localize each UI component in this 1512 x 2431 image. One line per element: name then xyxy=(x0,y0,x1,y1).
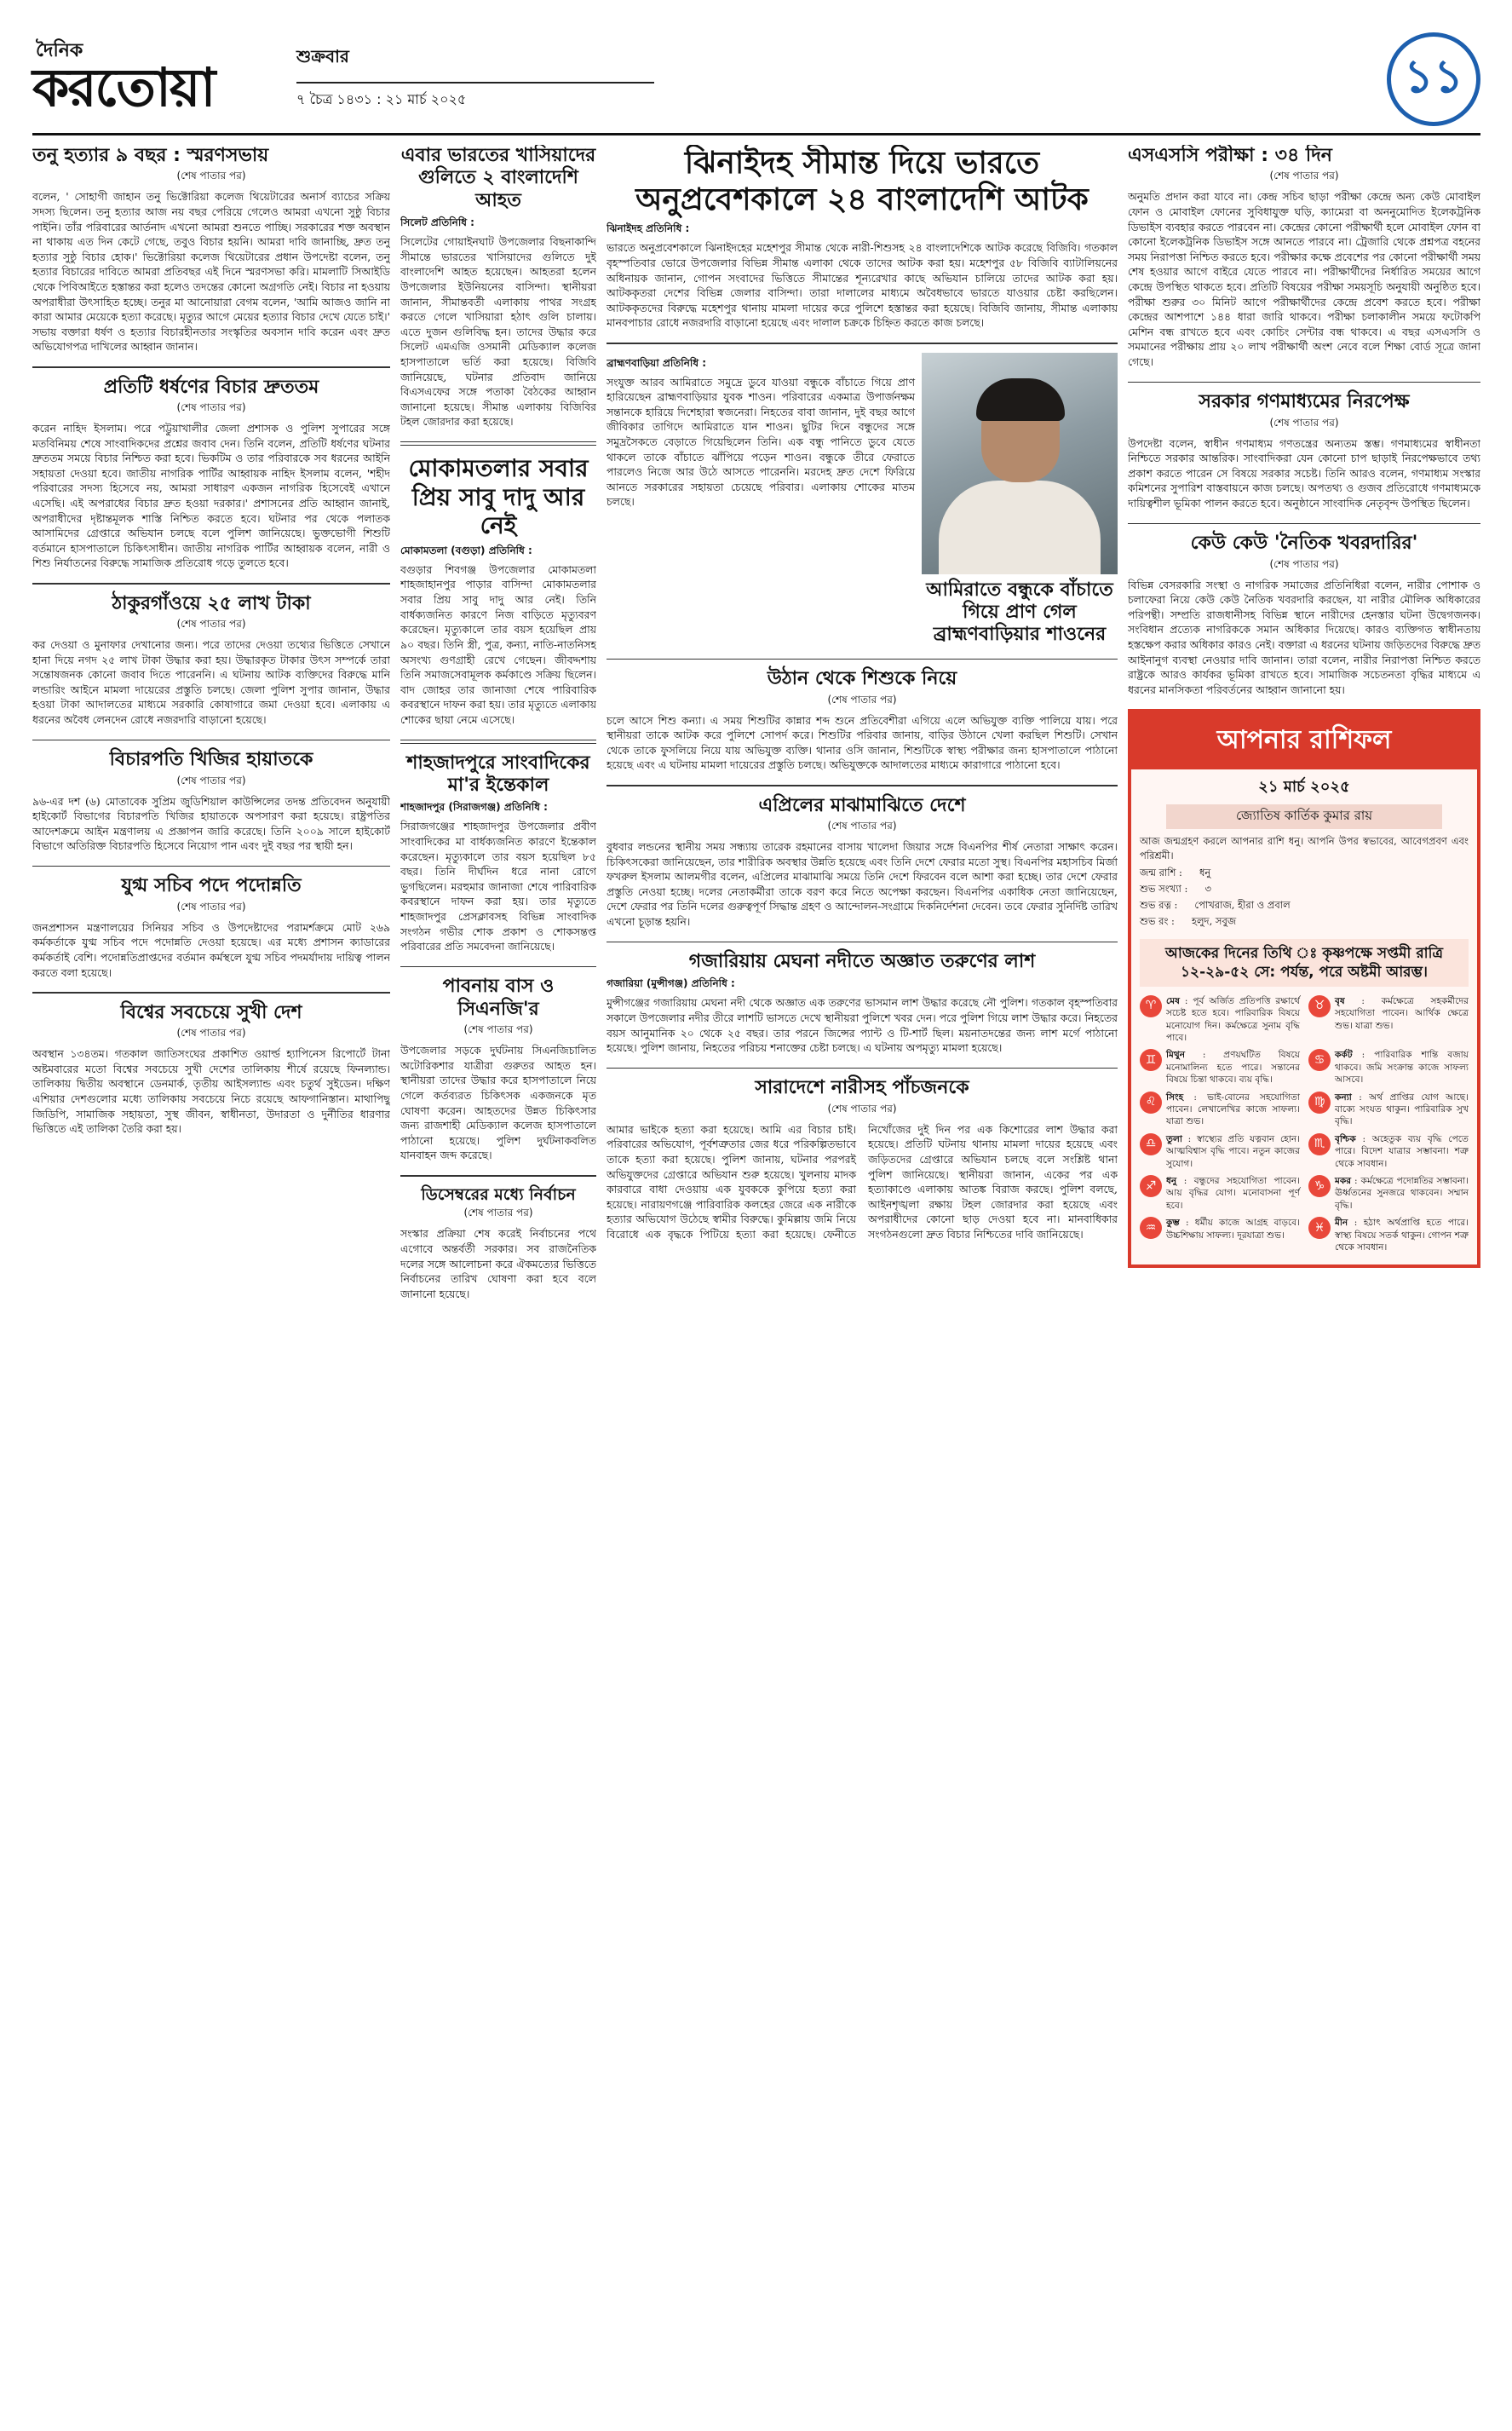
article-body: ৯৬-এর দশ (৬) মোতাবেক সুপ্রিম জুডিশিয়াল কাউন্সিলের তদন্ত প্রতিবেদন অনুযায়ী হাইকোর্ট বিভাগের বিচারপতি খিজির হায়াতকে অপসারণ করা হয়েছে। রাষ্ট্রপতির আদেশক্রমে আইন মন্ত্রণালয় এ প্রজ্ঞাপন জারি করেছে। তিনি ২০০৯ সালে হাইকোর্ট বিভাগে অতিরিক্ত বিচারপতি হিসেবে নিয়োগ পান এবং দুই বছর পর স্থায়ী হন। xyxy=(32,794,390,853)
zodiac-separator: : xyxy=(1351,1092,1370,1103)
zodiac-icon: ♏ xyxy=(1308,1133,1331,1155)
info-value: হলুদ, সবুজ xyxy=(1191,914,1237,927)
zodiac-icon: ♒ xyxy=(1140,1217,1162,1239)
info-key: শুভ রত্ন : xyxy=(1140,898,1178,911)
divider xyxy=(1128,382,1480,383)
info-key: জন্ম রাশি : xyxy=(1140,866,1182,879)
article-headline: তনু হত্যার ৯ বছর : স্মরণসভায় xyxy=(32,145,269,166)
info-value: ৩ xyxy=(1204,882,1211,895)
zodiac-separator: : xyxy=(1185,1050,1224,1061)
photo-hair-shape xyxy=(976,378,1065,421)
article-headline: কেউ কেউ 'নৈতিক খবরদারির' xyxy=(1190,533,1418,555)
page-number-badge: ১১ xyxy=(1387,32,1480,126)
zodiac-text xyxy=(1166,1175,1300,1212)
horoscope-intro: আজ জন্মগ্রহণ করলে আপনার রাশি ধনু। আপনি উপর স্বভাবের, আবেগপ্রবণ এবং পরিশ্রমী। xyxy=(1140,835,1469,861)
article-journalist-mother xyxy=(400,752,596,954)
article-text-area xyxy=(607,353,915,647)
article-thakurgaon-money xyxy=(32,593,390,728)
zodiac-separator: : xyxy=(1183,1092,1208,1103)
article-pabna-accident xyxy=(400,976,596,1163)
article-headline: গজারিয়ায় মেঘনা নদীতে অজ্ঞাত তরুণের লাশ xyxy=(688,951,1036,973)
divider xyxy=(400,441,596,446)
horoscope-info-row xyxy=(1140,882,1469,898)
horoscope-info-table xyxy=(1131,862,1477,934)
zodiac-sign-item xyxy=(1140,1049,1300,1086)
article-body: চলে আসে শিশু কন্যা। এ সময় শিশুটির কান্নার শব্দ শুনে প্রতিবেশীরা এগিয়ে এলে অভিযুক্ত ব্যক্তি পালিয়ে যায়। পরে স্থানীয়রা তাকে আটক করে পুলিশে সোপর্দ করে। শিশুটির পরিবার জানায়, বাড়ির উঠানে খেলা করছিল শিশুটি। সেখান থেকে তাকে ফুসলিয়ে নিয়ে যায় অভিযুক্ত ব্যক্তি। থানার ওসি জানান, শিশুটিকে স্বাস্থ্য পরীক্ষার জন্য হাসপাতালে পাঠানো হয়েছে এবং এ ঘটনায় মামলা দায়েরের প্রস্তুতি চলছে। অভিযুক্তকে আদালতের মাধ্যমে কারাগারে পাঠানো হবে। xyxy=(607,713,1118,772)
zodiac-sign-item xyxy=(1140,995,1300,1045)
zodiac-text xyxy=(1335,1217,1469,1253)
divider xyxy=(32,740,390,741)
article-december-election xyxy=(400,1185,596,1302)
divider xyxy=(400,740,596,744)
horoscope-box xyxy=(1128,709,1480,1267)
zodiac-separator: : xyxy=(1344,995,1382,1006)
article-headline: মোকামতলার সবার প্রিয় সাবু দাদু আর নেই xyxy=(408,454,589,540)
article-byline: সিলেট প্রতিনিধি : xyxy=(400,216,474,229)
article-headline: সরকার গণমাধ্যমের নিরপেক্ষ xyxy=(1199,391,1410,413)
continuation-note: (শেষ পাতার পর) xyxy=(463,1023,533,1036)
article-jhenaidah-border xyxy=(607,145,1118,331)
continuation-note: (শেষ পাতার পর) xyxy=(1269,416,1339,429)
zodiac-icon: ♋ xyxy=(1308,1049,1331,1071)
zodiac-separator: : xyxy=(1351,1176,1361,1187)
zodiac-sign-item xyxy=(1140,1217,1300,1253)
column-3 xyxy=(607,145,1118,2394)
column-1 xyxy=(32,145,390,2394)
horoscope-title: আপনার রাশিফল xyxy=(1131,712,1477,769)
zodiac-icon: ♑ xyxy=(1308,1175,1331,1197)
article-april-return xyxy=(607,795,1118,930)
article-headline: আমিরাতে বন্ধুকে বাঁচাতে গিয়ে প্রাণ গেল ব্রাহ্মণবাড়িয়ার শাওনের xyxy=(926,579,1113,646)
logo-small-text: দৈনিক xyxy=(36,40,83,61)
info-value: পোখরাজ, হীরা ও প্রবাল xyxy=(1194,898,1291,911)
article-body: বিভিন্ন বেসরকারি সংস্থা ও নাগরিক সমাজের প্রতিনিধিরা বলেন, নারীর পোশাক ও চলাফেরা নিয়ে কেউ কেউ নৈতিক খবরদারি করছেন, যা নারীর মৌলিক অধিকারের পরিপন্থী। সম্প্রতি রাজধানীসহ বিভিন্ন স্থানে নারীদের হেনস্তার ঘটনা উদ্বেগজনক। সংবিধান প্রত্যেক নাগরিককে সমান অধিকার দিয়েছে। কারও ব্যক্তিগত স্বাধীনতায় হস্তক্ষেপ করার অধিকার কারও নেই। বক্তারা এ ধরনের ঘটনায় জড়িতদের বিরুদ্ধে দ্রুত আইনানুগ ব্যবস্থা নেওয়ার দাবি জানান। তারা বলেন, নারীর নিরাপত্তা নিশ্চিত করতে রাষ্ট্রকে আরও কার্যকর ভূমিকা রাখতে হবে। সামাজিক সচেতনতা বৃদ্ধির মাধ্যমে এ ধরনের মানসিকতা পরিবর্তনের আহ্বান জানানো হয়। xyxy=(1128,578,1480,696)
continuation-note: (শেষ পাতার পর) xyxy=(1269,557,1339,570)
zodiac-description: পারিবারিক শান্তি বজায় থাকবে। জমি সংক্রান্ত কাজে সাফল্য আসবে। xyxy=(1335,1050,1469,1086)
divider xyxy=(607,1068,1118,1069)
article-byline: ঝিনাইদহ প্রতিনিধি : xyxy=(607,222,690,235)
zodiac-text xyxy=(1166,1133,1300,1170)
issue-day: শুক্রবার xyxy=(296,46,349,66)
zodiac-name: সিংহ xyxy=(1166,1092,1184,1103)
zodiac-text xyxy=(1335,1092,1469,1128)
article-body: মুন্সীগঞ্জের গজারিয়ায় মেঘনা নদী থেকে অজ্ঞাত এক তরুণের ভাসমান লাশ উদ্ধার করেছে নৌ পুলিশ। গতকাল বৃহস্পতিবার সকালে উপজেলার নদীর তীরে লাশটি ভাসতে দেখে স্থানীয়রা পুলিশে খবর দেন। পরে পুলিশ গিয়ে লাশ উদ্ধার করে। নিহতের বয়স আনুমানিক ২০ থেকে ২৫ বছর। তার পরনে জিন্সের প্যান্ট ও টি-শার্ট ছিল। ময়নাতদন্তের জন্য লাশ মর্গে পাঠানো হয়েছে। পুলিশ জানায়, নিহতের পরিচয় শনাক্তের চেষ্টা চলছে। এ ঘটনায় অপমৃত্যু মামলা হয়েছে। xyxy=(607,996,1118,1055)
zodiac-separator: : xyxy=(1176,1176,1194,1187)
article-body: সংযুক্ত আরব আমিরাতে সমুদ্রে ডুবে যাওয়া বন্ধুকে বাঁচাতে গিয়ে প্রাণ হারিয়েছেন ব্রাহ্মণবাড়িয়ার যুবক শাওন। পরিবারের একমাত্র উপার্জনক্ষম সন্তানকে হারিয়ে দিশেহারা স্বজনেরা। নিহতের বাবা জানান, দুই বছর আগে জীবিকার তাগিদে আমিরাতে যান শাওন। ছুটির দিনে বন্ধুদের সঙ্গে সমুদ্রসৈকতে বেড়াতে গিয়েছিলেন তিনি। এক বন্ধু পানিতে ডুবে যেতে থাকলে তাকে বাঁচাতে ঝাঁপিয়ে পড়েন শাওন। বন্ধুকে তীরে ফেরাতে পারলেও নিজে আর উঠে আসতে পারেননি। মরদেহ দ্রুত দেশে ফিরিয়ে আনতে সরকারের সহায়তা চেয়েছে পরিবার। এলাকায় শোকের মাতম চলছে। xyxy=(607,375,915,509)
zodiac-sign-grid xyxy=(1131,992,1477,1258)
horoscope-date: ২১ মার্চ ২০২৫ xyxy=(1258,778,1350,797)
zodiac-separator: : xyxy=(1348,1218,1364,1229)
zodiac-name: মকর xyxy=(1335,1176,1352,1187)
zodiac-sign-item xyxy=(1308,1049,1469,1086)
article-justice-khijir xyxy=(32,749,390,854)
zodiac-icon: ♈ xyxy=(1140,995,1162,1017)
divider xyxy=(400,1175,596,1177)
zodiac-sign-item xyxy=(1140,1092,1300,1128)
zodiac-text xyxy=(1166,1049,1300,1086)
photo-block xyxy=(922,353,1118,647)
article-five-killed xyxy=(607,1077,1118,1241)
article-body: সিলেটের গোয়াইনঘাট উপজেলার বিছনাকান্দি সীমান্তে ভারতের খাসিয়াদের গুলিতে দুই বাংলাদেশি আহত হয়েছেন। আহতরা হলেন উপজেলার ইউনিয়নের বাসিন্দা। স্থানীয়রা জানান, সীমান্তবর্তী এলাকায় পাথর সংগ্রহ করতে গেলে খাসিয়ারা হঠাৎ গুলি চালায়। এতে দুজন গুলিবিদ্ধ হন। তাদের উদ্ধার করে সিলেট এমএজি ওসমানী মেডিক্যাল কলেজ হাসপাতালে ভর্তি করা হয়েছে। বিজিবি জানিয়েছে, ঘটনার প্রতিবাদ জানিয়ে বিএসএফের সঙ্গে পতাকা বৈঠকের আহ্বান জানানো হয়েছে। সীমান্ত এলাকায় বিজিবির টহল জোরদার করা হয়েছে। xyxy=(400,235,596,429)
zodiac-name: ধনু xyxy=(1166,1176,1177,1187)
horoscope-author: জ্যোতিষ কার্তিক কুমার রায় xyxy=(1166,804,1443,829)
article-headline: ঝিনাইদহ সীমান্ত দিয়ে ভারতে অনুপ্রবেশকালে ২৪ বাংলাদেশি আটক xyxy=(635,146,1089,218)
info-value: ধনু xyxy=(1199,866,1211,879)
horoscope-info-row xyxy=(1140,898,1469,914)
zodiac-description: স্বাস্থ্যের প্রতি যত্নবান হোন। আত্মবিশ্বাস বৃদ্ধি পাবে। নতুন কাজের সুযোগ। xyxy=(1166,1133,1300,1169)
article-body: উপজেলার সড়কে দুর্ঘটনায় সিএনজিচালিত অটোরিকশার যাত্রীরা গুরুতর আহত হন। স্থানীয়রা তাদের উদ্ধার করে হাসপাতালে নিয়ে গেলে কর্তব্যরত চিকিৎসক একজনকে মৃত ঘোষণা করেন। আহতদের উন্নত চিকিৎসার জন্য রাজশাহী মেডিক্যাল কলেজ হাসপাতালে পাঠানো হয়েছে। পুলিশ দুর্ঘটনাকবলিত যানবাহন জব্দ করেছে। xyxy=(400,1044,596,1162)
zodiac-text xyxy=(1335,1175,1469,1212)
article-emirates-shawon xyxy=(607,353,1118,647)
continuation-note: (শেষ পাতার পর) xyxy=(463,1207,533,1219)
zodiac-description: ভাই-বোনের সহযোগিতা পাবেন। লেখালেখির কাজে সাফল্য। যাত্রা শুভ। xyxy=(1166,1092,1300,1127)
masthead-divider xyxy=(32,133,1480,135)
zodiac-separator: : xyxy=(1355,1133,1372,1144)
column-4 xyxy=(1128,145,1480,2394)
continuation-note: (শেষ পাতার পর) xyxy=(827,819,897,832)
article-byline: গজারিয়া (মুন্সীগঞ্জ) প্রতিনিধি : xyxy=(607,977,735,990)
zodiac-name: তুলা xyxy=(1166,1133,1182,1144)
article-headline: বিচারপতি খিজির হায়াতকে xyxy=(109,749,313,771)
article-headline: ডিসেম্বরের মধ্যে নির্বাচন xyxy=(421,1184,576,1204)
article-body: বুধবার লন্ডনের স্থানীয় সময় সন্ধ্যায় তারেক রহমানের বাসায় খালেদা জিয়ার সঙ্গে বিএনপির শীর্ষ নেতারা সাক্ষাৎ করেন। চিকিৎসকেরা জানিয়েছেন, তার শারীরিক অবস্থার উন্নতি হয়েছে এবং তিনি দেশে ফেরার মতো সুস্থ। বিএনপির মহাসচিব মির্জা ফখরুল ইসলাম আলমগীর বলেন, এপ্রিলের মাঝামাঝি সময়ে তিনি দেশে ফিরবেন বলে আশা করা হচ্ছে। তার দেশে ফেরার প্রস্তুতি নেওয়া হচ্ছে। দলের নেতাকর্মীরা তাকে বরণ করে নিতে অপেক্ষা করছেন। বিএনপির একাধিক নেতা জানিয়েছেন, দেশে ফেরার পর তিনি দলের গুরুত্বপূর্ণ সিদ্ধান্ত গ্রহণ ও আন্দোলন-সংগ্রামে দিকনির্দেশনা দেবেন। তবে ফেরার সুনির্দিষ্ট তারিখ এখনো চূড়ান্ত হয়নি। xyxy=(607,839,1118,928)
zodiac-description: অর্থ প্রাপ্তির যোগ আছে। বাক্যে সংযত থাকুন। পারিবারিক সুখ বৃদ্ধি। xyxy=(1335,1092,1469,1127)
zodiac-name: বৃষ xyxy=(1335,995,1345,1006)
zodiac-separator: : xyxy=(1179,1218,1195,1229)
article-body: জনপ্রশাসন মন্ত্রণালয়ের সিনিয়র সচিব ও উপদেষ্টাদের পরামর্শক্রমে মোট ২৬৯ কর্মকর্তাকে যুগ্ম সচিব পদে পদোন্নতি দেওয়া হয়েছে। এর মধ্যে প্রশাসন ক্যাডারের কর্মকর্তাই বেশি। পদোন্নতিপ্রাপ্তদের বর্তমান কর্মস্থলে যুগ্ম সচিব পদমর্যাদায় দায়িত্ব পালন করতে বলা হয়েছে। xyxy=(32,920,390,979)
article-body: কর দেওয়া ও মুনাফার দেখানোর জন্য। পরে তাদের দেওয়া তথ্যের ভিত্তিতে সেখানে হানা দিয়ে নগদ ২৫ লাখ টাকা উদ্ধার করা হয়। উদ্ধারকৃত টাকার উৎস সম্পর্কে তারা সন্তোষজনক কোনো জবাব দিতে পারেননি। এ ঘটনায় আটক ব্যক্তিদের বিরুদ্ধে মানি লন্ডারিং আইনে মামলা দায়েরের প্রস্তুতি চলছে। জেলা পুলিশ সুপার জানান, উদ্ধার হওয়া টাকা আদালতের মাধ্যমে সরকারি কোষাগারে জমা দেওয়া হবে। এলাকায় এ ধরনের অবৈধ লেনদেন রোধে নজরদারি বাড়ানো হয়েছে। xyxy=(32,637,390,727)
article-body: সিরাজগঞ্জের শাহজাদপুর উপজেলার প্রবীণ সাংবাদিকের মা বার্ধক্যজনিত কারণে ইন্তেকাল করেছেন। মৃত্যুকালে তার বয়স হয়েছিল ৮৫ বছর। তিনি দীর্ঘদিন ধরে নানা রোগে ভুগছিলেন। মরহুমার জানাজা শেষে পারিবারিক কবরস্থানে দাফন করা হয়। তার মৃত্যুতে শাহজাদপুর প্রেসক্লাবসহ বিভিন্ন সাংবাদিক সংগঠন গভীর শোক প্রকাশ ও শোকসন্তপ্ত পরিবারের প্রতি সমবেদনা জানিয়েছে। xyxy=(400,820,596,953)
continuation-note: (শেষ পাতার পর) xyxy=(176,774,246,786)
zodiac-icon: ♓ xyxy=(1308,1217,1331,1239)
zodiac-sign-item xyxy=(1308,1092,1469,1128)
zodiac-icon: ♌ xyxy=(1140,1092,1162,1114)
zodiac-description: প্রণয়ঘটিত বিষয়ে মনোমালিন্য হতে পারে। সন্তানের বিষয়ে চিন্তা থাকবে। ব্যয় বৃদ্ধি। xyxy=(1166,1050,1301,1086)
article-media-neutral xyxy=(1128,391,1480,510)
zodiac-description: পূর্ব অর্জিত প্রতিপত্তি রক্ষার্থে সচেষ্ট হতে হবে। পারিবারিক বিষয়ে মনোযোগ দিন। কর্মক্ষেত্রে সুনাম বৃদ্ধি পাবে। xyxy=(1166,995,1300,1043)
zodiac-description: ধর্মীয় কাজে আগ্রহ বাড়বে। উচ্চশিক্ষায় সাফল্য। দূরযাত্রা শুভ। xyxy=(1166,1218,1300,1241)
article-headline: যুগ্ম সচিব পদে পদোন্নতি xyxy=(121,875,302,897)
zodiac-text xyxy=(1335,995,1469,1045)
column-2 xyxy=(400,145,596,2394)
zodiac-name: মীন xyxy=(1335,1218,1348,1229)
zodiac-text xyxy=(1166,1217,1300,1253)
info-key: শুভ রং : xyxy=(1140,914,1175,927)
info-key: শুভ সংখ্যা : xyxy=(1140,882,1188,895)
continuation-note: (শেষ পাতার পর) xyxy=(827,1102,897,1115)
zodiac-separator: : xyxy=(1352,1050,1375,1061)
article-headline: প্রতিটি ধর্ষণের বিচার দ্রুততম xyxy=(103,376,319,398)
horoscope-info-row xyxy=(1140,866,1469,882)
article-khasia-firing xyxy=(400,145,596,429)
continuation-note: (শেষ পাতার পর) xyxy=(1269,170,1339,182)
divider xyxy=(400,966,596,968)
zodiac-separator: : xyxy=(1181,1133,1197,1144)
continuation-note: (শেষ পাতার পর) xyxy=(827,693,897,706)
article-joint-secretary xyxy=(32,875,390,980)
zodiac-description: অহেতুক ব্যয় বৃদ্ধি পেতে পারে। বিদেশ যাত্রার সম্ভাবনা। শত্রু থেকে সাবধান। xyxy=(1335,1133,1469,1169)
article-rape-trial xyxy=(32,377,390,571)
zodiac-sign-item xyxy=(1140,1133,1300,1170)
article-body: অবস্থান ১৩৪তম। গতকাল জাতিসংঘের প্রকাশিত ওয়ার্ল্ড হ্যাপিনেস রিপোর্টে টানা অষ্টমবারের মতো বিশ্বের সবচেয়ে সুখী দেশের তালিকায় শীর্ষে রয়েছে ফিনল্যান্ড। তালিকায় দ্বিতীয় অবস্থানে ডেনমার্ক, তৃতীয় আইসল্যান্ড এবং চতুর্থ সুইডেন। দক্ষিণ এশিয়ার দেশগুলোর মধ্যে তালিকায় সবচেয়ে নিচে রয়েছে আফগানিস্তান। মাথাপিছু জিডিপি, সামাজিক সহায়তা, সুস্থ জীবন, স্বাধীনতা, উদারতা ও দুর্নীতির ধারণার ভিত্তিতে এই তালিকা তৈরি করা হয়। xyxy=(32,1047,390,1136)
zodiac-name: কর্কট xyxy=(1335,1050,1353,1061)
photo-shirt-shape xyxy=(939,481,1101,574)
logo-title: করতোয়া xyxy=(32,56,215,118)
article-headline: এবার ভারতের খাসিয়াদের গুলিতে ২ বাংলাদেশি আহত xyxy=(400,145,596,211)
article-body: আমার ভাইকে হত্যা করা হয়েছে। আমি এর বিচার চাই। পরিবারের অভিযোগ, পূর্বশত্রুতার জের ধরে পরিকল্পিতভাবে তাকে হত্যা করা হয়েছে। পুলিশ জানায়, ঘটনার পরপরই অভিযুক্তদের গ্রেপ্তারে অভিযান শুরু হয়েছে। খুলনায় মাদক কারবারে বাধা দেওয়ায় এক যুবককে কুপিয়ে হত্যা করা হয়েছে। নারায়ণগঞ্জে পারিবারিক কলহের জেরে এক নারীকে হত্যার অভিযোগ উঠেছে স্বামীর বিরুদ্ধে। কুমিল্লায় জমি নিয়ে বিরোধে এক বৃদ্ধকে পিটিয়ে হত্যা করা হয়েছে। ফেনীতে নিখোঁজের দুই দিন পর এক কিশোরের লাশ উদ্ধার করা হয়েছে। প্রতিটি ঘটনায় থানায় মামলা দায়ের হয়েছে এবং জড়িতদের গ্রেপ্তারে অভিযান চলছে বলে সংশ্লিষ্ট থানা পুলিশ জানিয়েছে। স্থানীয়রা জানান, একের পর এক হত্যাকাণ্ডে এলাকায় আতঙ্ক বিরাজ করছে। পুলিশ বলছে, আইনশৃঙ্খলা রক্ষায় টহল জোরদার করা হয়েছে এবং অপরাধীদের কোনো ছাড় দেওয়া হবে না। মানবাধিকার সংগঠনগুলো দ্রুত বিচার নিশ্চিতের দাবি জানিয়েছে। xyxy=(607,1122,1118,1241)
article-headline: উঠান থেকে শিশুকে নিয়ে xyxy=(767,668,957,690)
article-happiest-country xyxy=(32,1002,390,1137)
continuation-note: (শেষ পাতার পর) xyxy=(176,900,246,913)
article-body: উপদেষ্টা বলেন, স্বাধীন গণমাধ্যম গণতন্ত্রের অন্যতম স্তম্ভ। গণমাধ্যমের স্বাধীনতা নিশ্চিতে সরকার আন্তরিক। সাংবাদিকরা যেন কোনো চাপ ছাড়াই নিরপেক্ষভাবে তথ্য প্রকাশ করতে পারেন সে বিষয়ে সরকার সচেষ্ট। তিনি আরও বলেন, গণমাধ্যম সংস্কার কমিশনের সুপারিশ বাস্তবায়নে কাজ চলছে। অপতথ্য ও গুজব প্রতিরোধে গণমাধ্যমকে দায়িত্বশীল ভূমিকা পালন করতে হবে। অনুষ্ঠানে সাংবাদিক নেতৃবৃন্দ উপস্থিত ছিলেন। xyxy=(1128,436,1480,510)
divider xyxy=(32,583,390,585)
newspaper-logo xyxy=(32,32,288,126)
zodiac-icon: ♉ xyxy=(1308,995,1331,1017)
article-body: ভারতে অনুপ্রবেশকালে ঝিনাইদহের মহেশপুর সীমান্ত থেকে নারী-শিশুসহ ২৪ বাংলাদেশিকে আটক করেছে বিজিবি। গতকাল বৃহস্পতিবার ভোরে উপজেলার বিভিন্ন সীমান্ত এলাকা থেকে তাদের আটক করা হয়। মহেশপুর ৫৮ বিজিবি ব্যাটালিয়নের অধিনায়ক জানান, গোপন সংবাদের ভিত্তিতে সীমান্তের শূন্যরেখার কাছে অভিযান চালিয়ে তাদের আটক করা হয়। আটককৃতরা দেশের বিভিন্ন জেলার বাসিন্দা। তারা দালালের মাধ্যমে অবৈধভাবে ভারতে যাওয়ার চেষ্টা করছিলেন। আটককৃতদের বিরুদ্ধে মহেশপুর থানায় মামলা দায়ের করে পুলিশে হস্তান্তর করা হয়েছে। বিজিবি জানায়, সীমান্ত এলাকায় মানবপাচার রোধে নজরদারি বাড়ানো হয়েছে এবং দালাল চক্রকে চিহ্নিত করতে কাজ চলছে। xyxy=(607,241,1118,330)
divider xyxy=(607,942,1118,943)
article-meghna-body xyxy=(607,951,1118,1056)
divider xyxy=(1128,523,1480,525)
zodiac-sign-item xyxy=(1308,1217,1469,1253)
article-headline: শাহজাদপুরে সাংবাদিকের মা'র ইন্তেকাল xyxy=(406,752,590,796)
continuation-note: (শেষ পাতার পর) xyxy=(176,617,246,630)
horoscope-info-row xyxy=(1140,914,1469,930)
zodiac-name: বৃশ্চিক xyxy=(1335,1133,1356,1144)
zodiac-icon: ♐ xyxy=(1140,1175,1162,1197)
continuation-note: (শেষ পাতার পর) xyxy=(176,1027,246,1040)
article-tanu-memorial xyxy=(32,145,390,354)
article-child-yard xyxy=(607,668,1118,773)
zodiac-description: কর্মক্ষেত্রে পদোন্নতির সম্ভাবনা। ঊর্ধ্বতনের সুনজরে থাকবেন। সম্মান বৃদ্ধি। xyxy=(1335,1176,1469,1211)
zodiac-text xyxy=(1166,995,1300,1045)
zodiac-description: বন্ধুদের সহযোগিতা পাবেন। আয় বৃদ্ধির যোগ। মনোবাসনা পূর্ণ হবে। xyxy=(1166,1176,1300,1211)
article-body: করেন নাহিদ ইসলাম। পরে পট্টুয়াখালীর জেলা প্রশাসক ও পুলিশ সুপারের সঙ্গে মতবিনিময় শেষে সাংবাদিকদের প্রশ্নের জবাব দেন। তিনি বলেন, প্রতিটি ধর্ষণের ঘটনার দ্রুততম সময়ে বিচার নিশ্চিত করা হবে। ভিকটিম ও তার পরিবারকে সব ধরনের আইনি সহায়তা দেওয়া হবে। জাতীয় নাগরিক পার্টির আহ্বায়ক নাহিদ ইসলাম বলেন, 'শহীদ পরিবারের সদস্য হিসেবে নয়, আমরা সাধারণ একজন নাগরিক হিসেবেই এখানে এসেছি। এই অপরাধের বিচার দ্রুত হওয়া দরকার।' প্রশাসনের প্রতি আহ্বান জানাই, অপরাধীদের দৃষ্টান্তমূলক শাস্তি নিশ্চিত করতে হবে। ঘটনার পর থেকে পলাতক আসামিদের গ্রেপ্তারে অভিযান চলছে বলে পুলিশ জানিয়েছে। ভুক্তভোগী শিশুটি বর্তমানে হাসপাতালে চিকিৎসাধীন। জাতীয় নাগরিক পার্টির আহ্বায়ক বলেন, নারী ও শিশু নির্যাতনের বিরুদ্ধে সামাজিক প্রতিরোধ গড়ে তুলতে হবে। xyxy=(32,421,390,570)
article-body: বলেন, ' সোহাগী জাহান তনু ভিক্টোরিয়া কলেজ থিয়েটারের অনার্স ব্যাচের সক্রিয় সদস্য ছিলেন। তনু হত্যার আজ নয় বছর পেরিয়ে গেলেও আমরা এখনো সুষ্ঠু বিচার পাইনি। তাঁর পরিবারের আর্তনাদ এখনো আমরা শুনতে পাচ্ছি। সরকারের শক্ত অবস্থান না থাকায় এত দিন কেটে গেছে, তবুও বিচার হয়নি। আমরা দাবি জানাচ্ছি, দ্রুত তনু হত্যার সুষ্ঠু বিচার হোক।' ভিক্টোরিয়া কলেজ থিয়েটারের প্রধান উপদেষ্টা বলেন, তনু হত্যার বিচারের দাবিতে আমরা প্রতিবছর এই দিনে স্মরণসভা করি। মামলাটি সিআইডি থেকে পিবিআইতে হস্তান্তর করা হলেও তদন্তের কোনো অগ্রগতি নেই। বিচার না হওয়ায় অপরাধীরা উৎসাহিত হচ্ছে। তনুর মা আনোয়ারা বেগম বলেন, 'আমি আজও জানি না কারা আমার মেয়েকে হত্যা করেছে। মৃত্যুর আগে মেয়ের হত্যার বিচার দেখে যেতে চাই।' সভায় বক্তারা ধর্ষণ ও হত্যার বিচারহীনতার সংস্কৃতির অবসান দাবি করেন এবং দ্রুত অভিযোগপত্র দাখিলের আহ্বান জানান। xyxy=(32,190,390,354)
zodiac-icon: ♎ xyxy=(1140,1133,1162,1155)
article-body: অনুমতি প্রদান করা যাবে না। কেন্দ্র সচিব ছাড়া পরীক্ষা কেন্দ্রে অন্য কেউ মোবাইল ফোন ও মোবাইল ফোনের সুবিধাযুক্ত ঘড়ি, ক্যামেরা বা অননুমোদিত ইলেকট্রনিক ডিভাইস ব্যবহার করতে পারবেন না। কেন্দ্রের কোনো পরীক্ষার্থী হলে মোবাইল ফোন বা কোনো ইলেকট্রনিক ডিভাইস সঙ্গে আনতে পারবে না। ট্রেজারি থেকে প্রশ্নপত্র বহনের সময় নিরাপত্তা নিশ্চিত করতে হবে। পরীক্ষার কক্ষে প্রবেশের পর কোনো পরীক্ষার্থী সময় শেষ হওয়ার আগে বাইরে যেতে পারবে না। পরীক্ষার্থীদের নির্ধারিত সময়ের আগে কেন্দ্রে উপস্থিত থাকতে হবে। প্রতিটি বিষয়ের পরীক্ষা সময়সূচি অনুযায়ী অনুষ্ঠিত হবে। পরীক্ষা শুরুর ৩০ মিনিট আগে পরীক্ষার্থীদের কেন্দ্রে প্রবেশ করতে হবে। পরীক্ষা কেন্দ্রের আশপাশে ১৪৪ ধারা জারি থাকবে। পরীক্ষা চলাকালীন সময়ে ফটোকপি মেশিন বন্ধ রাখতে হবে এবং কোচিং সেন্টার বন্ধ থাকবে। এ বছর এসএসসি ও সমমানের পরীক্ষায় প্রায় ২০ লাখ পরীক্ষার্থী অংশ নেবে বলে শিক্ষা বোর্ড সূত্রে জানা গেছে। xyxy=(1128,190,1480,369)
issue-date: ৭ চৈত্র ১৪৩১ : ২১ মার্চ ২০২৫ xyxy=(296,82,654,112)
divider xyxy=(607,785,1118,786)
divider xyxy=(32,992,390,994)
zodiac-sign-item xyxy=(1308,1133,1469,1170)
zodiac-text xyxy=(1335,1049,1469,1086)
horoscope-tithi: আজকের দিনের তিথি ঃ কৃষ্ণপক্ষে সপ্তমী রাত্রি ১২-২৯-৫২ সে: পর্যন্ত, পরে অষ্টমী আরম্ভ। xyxy=(1140,939,1469,987)
article-headline: বিশ্বের সবচেয়ে সুখী দেশ xyxy=(120,1001,302,1023)
article-sabu-dadu xyxy=(400,454,596,727)
zodiac-icon: ♍ xyxy=(1308,1092,1331,1114)
zodiac-name: মিথুন xyxy=(1166,1050,1186,1061)
article-body: বগুড়ার শিবগঞ্জ উপজেলার মোকামতলা শাহজাহানপুর পাড়ার বাসিন্দা মোকামতলার সবার প্রিয় সাবু দাদু আর নেই। তিনি বার্ধক্যজনিত কারণে নিজ বাড়িতে মৃত্যুবরণ করেছেন। মৃত্যুকালে তার বয়স হয়েছিল প্রায় ৯০ বছর। তিনি স্ত্রী, পুত্র, কন্যা, নাতি-নাতনিসহ অসংখ্য গুণগ্রাহী রেখে গেছেন। জীবদ্দশায় তিনি সমাজসেবামূলক কর্মকাণ্ডে সক্রিয় ছিলেন। বাদ জোহর তার জানাজা শেষে পারিবারিক কবরস্থানে দাফন করা হয়। তার মৃত্যুতে এলাকায় শোকের ছায়া নেমে এসেছে। xyxy=(400,562,596,726)
zodiac-sign-item xyxy=(1140,1175,1300,1212)
article-ssc-exam xyxy=(1128,145,1480,370)
zodiac-name: মেষ xyxy=(1166,995,1181,1006)
zodiac-separator: : xyxy=(1180,995,1193,1006)
article-moral-policing xyxy=(1128,533,1480,697)
continuation-note: (শেষ পাতার পর) xyxy=(176,400,246,413)
article-byline: মোকামতলা (বগুড়া) প্রতিনিধি : xyxy=(400,544,532,556)
zodiac-icon: ♊ xyxy=(1140,1049,1162,1071)
zodiac-description: হঠাৎ অর্থপ্রাপ্তি হতে পারে। স্বাস্থ্য বিষয়ে সতর্ক থাকুন। গোপন শত্রু থেকে সাবধান। xyxy=(1335,1218,1469,1253)
portrait-photo xyxy=(922,353,1118,574)
divider xyxy=(32,866,390,867)
zodiac-sign-item xyxy=(1308,995,1469,1045)
divider xyxy=(607,343,1118,344)
article-body: সংস্কার প্রক্রিয়া শেষ করেই নির্বাচনের পথে এগোবে অন্তর্বর্তী সরকার। সব রাজনৈতিক দলের সঙ্গে আলোচনা করে ঐকমত্যের ভিত্তিতে নির্বাচনের তারিখ ঘোষণা করা হবে বলে জানানো হয়েছে। xyxy=(400,1227,596,1300)
continuation-note: (শেষ পাতার পর) xyxy=(176,170,246,182)
zodiac-text xyxy=(1166,1092,1300,1128)
zodiac-text xyxy=(1335,1133,1469,1170)
article-headline: এপ্রিলের মাঝামাঝিতে দেশে xyxy=(758,794,966,816)
article-byline: শাহজাদপুর (সিরাজগঞ্জ) প্রতিনিধি : xyxy=(400,801,548,814)
article-headline: এসএসসি পরীক্ষা : ৩৪ দিন xyxy=(1128,145,1332,166)
zodiac-sign-item xyxy=(1308,1175,1469,1212)
article-headline: পাবনায় বাস ও সিএনজি'র xyxy=(442,976,555,1020)
zodiac-description: কর্মক্ষেত্রে সহকর্মীদের সহযোগিতা পাবেন। আর্থিক ক্ষেত্রে শুভ। যাত্রা শুভ। xyxy=(1335,995,1469,1031)
divider xyxy=(32,366,390,368)
masthead xyxy=(32,32,1480,126)
article-headline: ঠাকুরগাঁওয়ে ২৫ লাখ টাকা xyxy=(112,592,311,614)
article-byline: ব্রাহ্মণবাড়িয়া প্রতিনিধি : xyxy=(607,356,707,369)
divider xyxy=(607,659,1118,660)
article-headline: সারাদেশে নারীসহ পাঁচজনকে xyxy=(755,1077,969,1099)
zodiac-name: কন্যা xyxy=(1335,1092,1352,1103)
zodiac-name: কুম্ভ xyxy=(1166,1218,1180,1229)
